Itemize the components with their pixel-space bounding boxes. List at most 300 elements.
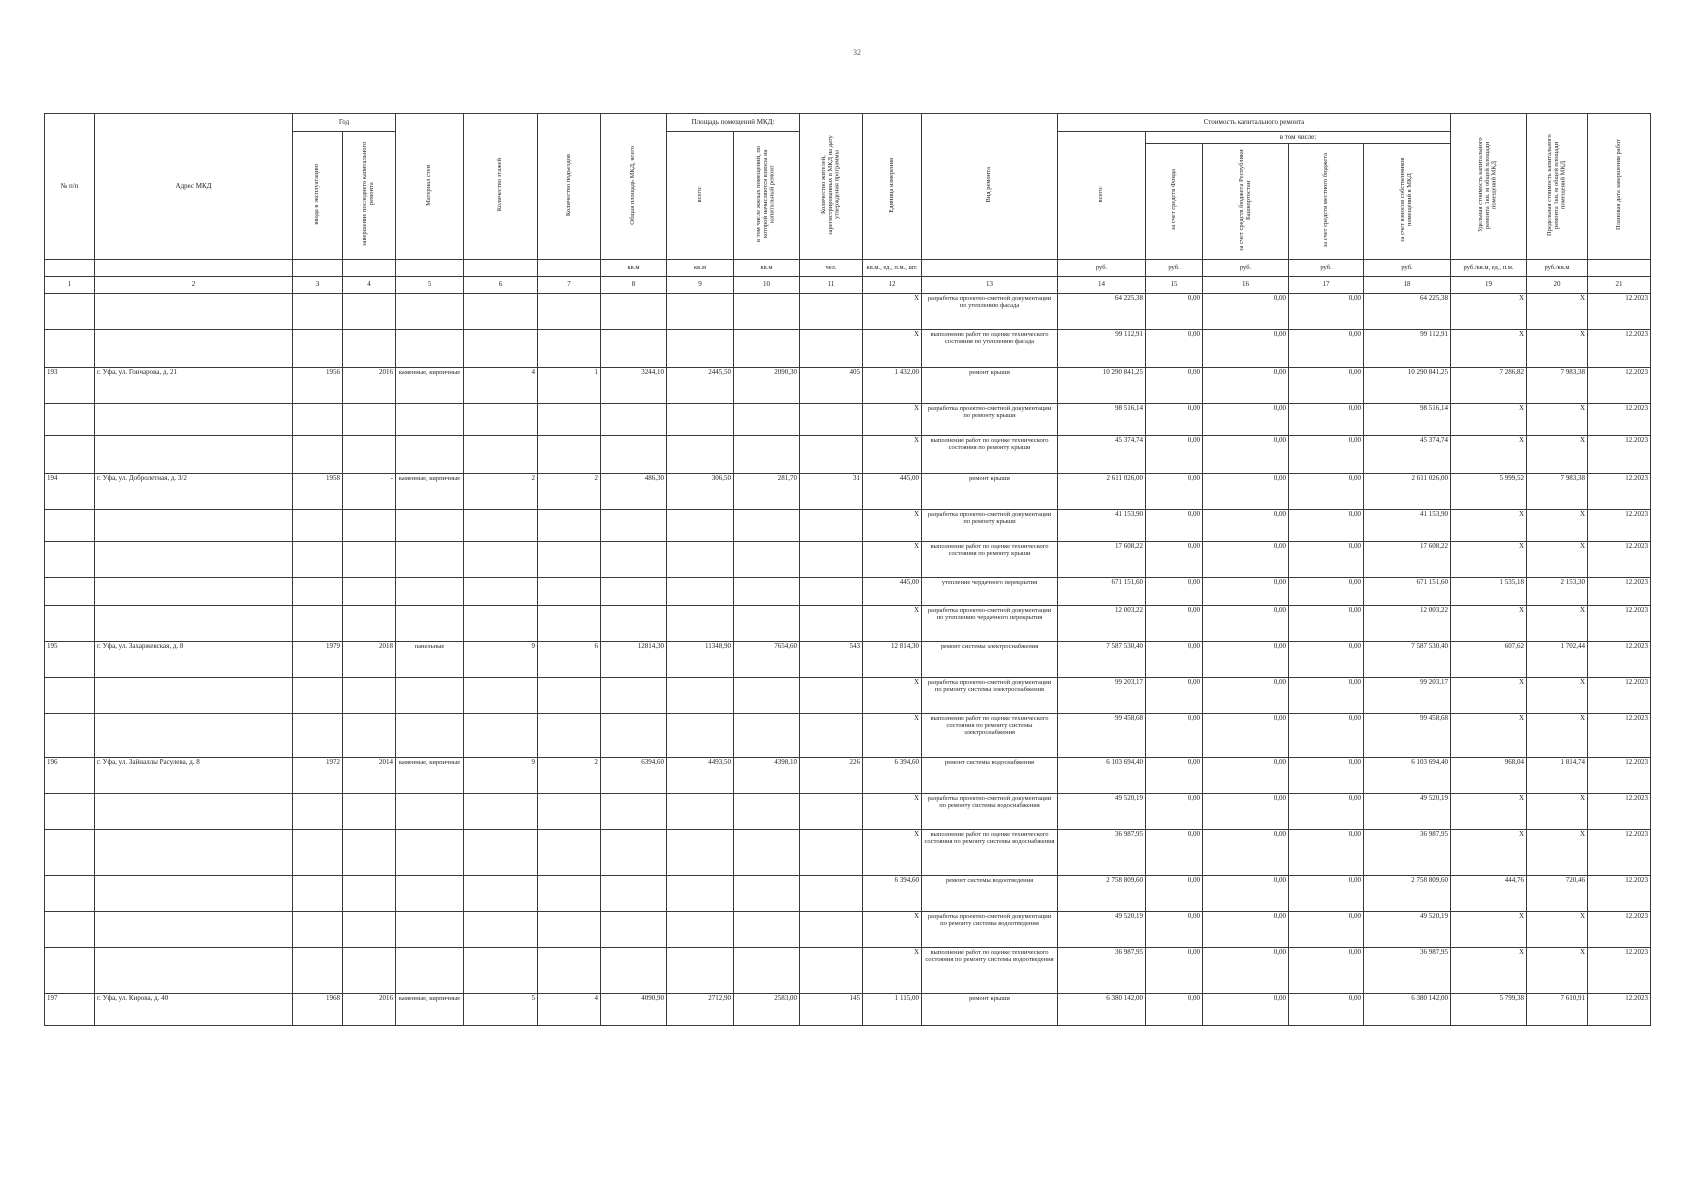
table-cell-c17: 0,00	[1289, 993, 1364, 1025]
table-cell-c6	[464, 541, 538, 577]
table-cell-c1: 195	[45, 641, 95, 677]
table-cell-c16: 0,00	[1203, 329, 1289, 367]
table-cell-c5	[396, 541, 464, 577]
table-cell-c4	[343, 403, 396, 435]
header-col-16: за счет средств бюджета Республики Башкортостан	[1203, 144, 1289, 260]
table-cell-c15: 0,00	[1146, 677, 1203, 713]
column-number: 18	[1364, 276, 1451, 293]
table-cell-c13: ремонт крыши	[922, 473, 1058, 509]
table-cell-c5	[396, 911, 464, 947]
table-cell-c16: 0,00	[1203, 757, 1289, 793]
table-cell-c10	[734, 829, 800, 875]
table-cell-c9	[667, 329, 734, 367]
table-cell-c14: 2 611 026,00	[1058, 473, 1146, 509]
table-cell-c5: каменные, кирпичные	[396, 757, 464, 793]
table-cell-c19: X	[1451, 911, 1527, 947]
table-cell-c13: ремонт крыши	[922, 367, 1058, 403]
table-cell-c6: 2	[464, 473, 538, 509]
table-cell-c20: X	[1527, 911, 1588, 947]
table-cell-c14: 6 103 694,40	[1058, 757, 1146, 793]
header-col-8: Общая площадь МКД, всего	[601, 114, 667, 260]
table-cell-c16: 0,00	[1203, 293, 1289, 329]
table-cell-c15: 0,00	[1146, 473, 1203, 509]
table-cell-c6	[464, 829, 538, 875]
table-cell-c4	[343, 605, 396, 641]
header-col-2: Адрес МКД	[95, 114, 293, 260]
table-cell-c14: 41 153,90	[1058, 509, 1146, 541]
table-cell-c13: выполнение работ по оценке технического состояния по утеплению фасада	[922, 329, 1058, 367]
table-cell-c1	[45, 713, 95, 757]
table-cell-c14: 7 587 530,40	[1058, 641, 1146, 677]
table-cell-c20: 7 610,91	[1527, 993, 1588, 1025]
table-cell-c9	[667, 509, 734, 541]
table-cell-c5: панельные	[396, 641, 464, 677]
table-cell-c7	[538, 875, 601, 911]
table-cell-c10	[734, 577, 800, 605]
table-cell-c17: 0,00	[1289, 473, 1364, 509]
table-cell-c2: г. Уфа, ул. Захаржевская, д. 8	[95, 641, 293, 677]
table-cell-c10	[734, 541, 800, 577]
table-cell-c3	[293, 329, 343, 367]
table-cell-c11	[800, 509, 863, 541]
table-cell-c16: 0,00	[1203, 829, 1289, 875]
table-cell-c18: 99 458,68	[1364, 713, 1451, 757]
table-cell-c21: 12.2023	[1588, 577, 1651, 605]
table-cell-c2: г. Уфа, ул. Гончарова, д. 21	[95, 367, 293, 403]
table-cell-c17: 0,00	[1289, 435, 1364, 473]
table-cell-c9	[667, 293, 734, 329]
table-cell-c14: 17 608,22	[1058, 541, 1146, 577]
table-cell-c1	[45, 329, 95, 367]
table-cell-c18: 10 290 841,25	[1364, 367, 1451, 403]
table-cell-c3	[293, 911, 343, 947]
column-number: 15	[1146, 276, 1203, 293]
table-cell-c8	[601, 605, 667, 641]
table-row	[45, 911, 1651, 947]
table-cell-c14: 99 112,91	[1058, 329, 1146, 367]
table-row	[45, 605, 1651, 641]
unit-cell	[45, 259, 95, 276]
table-cell-c1	[45, 875, 95, 911]
table-cell-c5: каменные, кирпичные	[396, 993, 464, 1025]
table-cell-c20: X	[1527, 541, 1588, 577]
table-cell-c13: разработка проектно-сметной документации по ремонту крыши	[922, 509, 1058, 541]
table-cell-c11: 31	[800, 473, 863, 509]
table-cell-c20: 7 983,38	[1527, 473, 1588, 509]
table-cell-c4	[343, 677, 396, 713]
table-cell-c7	[538, 793, 601, 829]
table-cell-c4	[343, 329, 396, 367]
column-number: 7	[538, 276, 601, 293]
table-cell-c11: 145	[800, 993, 863, 1025]
table-cell-c3: 1968	[293, 993, 343, 1025]
table-cell-c4	[343, 947, 396, 993]
table-cell-c2	[95, 911, 293, 947]
table-cell-c1	[45, 403, 95, 435]
table-cell-c8	[601, 793, 667, 829]
table-cell-c2	[95, 829, 293, 875]
table-cell-c2: г. Уфа, ул. Кирова, д. 40	[95, 993, 293, 1025]
table-cell-c20: 720,46	[1527, 875, 1588, 911]
table-cell-c15: 0,00	[1146, 947, 1203, 993]
table-cell-c18: 36 987,95	[1364, 947, 1451, 993]
column-number: 21	[1588, 276, 1651, 293]
table-cell-c11	[800, 947, 863, 993]
header-col-10: в том числе жилых помещений, по которой начисляются взносы на капитальный ремонт	[734, 132, 800, 260]
table-cell-c15: 0,00	[1146, 713, 1203, 757]
table-cell-c4	[343, 911, 396, 947]
table-cell-c18: 41 153,90	[1364, 509, 1451, 541]
table-cell-c7: 1	[538, 367, 601, 403]
table-cell-c17: 0,00	[1289, 793, 1364, 829]
unit-cell	[95, 259, 293, 276]
table-cell-c13: разработка проектно-сметной документации по утеплению чердачного перекрытия	[922, 605, 1058, 641]
table-cell-c19: 5 999,52	[1451, 473, 1527, 509]
table-cell-c17: 0,00	[1289, 947, 1364, 993]
table-cell-c13: ремонт крыши	[922, 993, 1058, 1025]
table-row	[45, 947, 1651, 993]
table-cell-c8	[601, 713, 667, 757]
table-cell-c2	[95, 509, 293, 541]
table-cell-c3: 1958	[293, 473, 343, 509]
table-cell-c15: 0,00	[1146, 541, 1203, 577]
table-cell-c2	[95, 875, 293, 911]
table-cell-c2	[95, 793, 293, 829]
table-cell-c17: 0,00	[1289, 541, 1364, 577]
table-cell-c9	[667, 577, 734, 605]
table-cell-c2	[95, 713, 293, 757]
table-cell-c13: выполнение работ по оценке технического состояния по ремонту системы водоснабжения	[922, 829, 1058, 875]
table-cell-c8	[601, 509, 667, 541]
table-cell-c11: 543	[800, 641, 863, 677]
table-cell-c13: утепление чердачного перекрытия	[922, 577, 1058, 605]
table-cell-c10: 281,70	[734, 473, 800, 509]
header-col-13: Вид ремонта	[922, 114, 1058, 260]
page-number: 32	[853, 48, 861, 57]
table-cell-c8	[601, 435, 667, 473]
table-cell-c3: 1972	[293, 757, 343, 793]
table-cell-c15: 0,00	[1146, 367, 1203, 403]
table-cell-c13: выполнение работ по оценке технического состояния по ремонту крыши	[922, 435, 1058, 473]
table-cell-c16: 0,00	[1203, 435, 1289, 473]
unit-cell: руб.	[1058, 259, 1146, 276]
table-cell-c2	[95, 435, 293, 473]
table-cell-c16: 0,00	[1203, 473, 1289, 509]
table-cell-c8	[601, 829, 667, 875]
table-cell-c1	[45, 605, 95, 641]
table-cell-c6	[464, 293, 538, 329]
table-cell-c10	[734, 947, 800, 993]
table-cell-c8: 6394,60	[601, 757, 667, 793]
table-cell-c17: 0,00	[1289, 641, 1364, 677]
table-cell-c14: 45 374,74	[1058, 435, 1146, 473]
table-cell-c10	[734, 329, 800, 367]
table-cell-c15: 0,00	[1146, 641, 1203, 677]
table-cell-c12: X	[863, 677, 922, 713]
table-cell-c21: 12.2023	[1588, 329, 1651, 367]
header-col-19: Удельная стоимость капитального ремонта 1кв. м общей площади помещений МКД	[1451, 114, 1527, 260]
table-cell-c10: 7654,60	[734, 641, 800, 677]
header-col-7: Количество подъездов	[538, 114, 601, 260]
table-cell-c1	[45, 435, 95, 473]
table-cell-c2	[95, 677, 293, 713]
table-cell-c10	[734, 605, 800, 641]
table-cell-c7	[538, 911, 601, 947]
table-cell-c9	[667, 829, 734, 875]
table-cell-c19: 444,76	[1451, 875, 1527, 911]
table-cell-c8	[601, 329, 667, 367]
table-cell-c1	[45, 829, 95, 875]
table-cell-c17: 0,00	[1289, 875, 1364, 911]
table-cell-c14: 64 225,38	[1058, 293, 1146, 329]
table-cell-c14: 2 758 809,60	[1058, 875, 1146, 911]
table-cell-c12: X	[863, 829, 922, 875]
table-cell-c6	[464, 509, 538, 541]
header-col-4: завершение последнего капитального ремонта	[343, 132, 396, 260]
table-row	[45, 329, 1651, 367]
table-cell-c3	[293, 829, 343, 875]
table-cell-c7	[538, 293, 601, 329]
table-cell-c8: 4090,90	[601, 993, 667, 1025]
column-number: 4	[343, 276, 396, 293]
table-cell-c13: разработка проектно-сметной документации по ремонту системы водоснабжения	[922, 793, 1058, 829]
table-cell-c18: 49 520,19	[1364, 911, 1451, 947]
table-cell-c3	[293, 403, 343, 435]
table-cell-c18: 671 151,60	[1364, 577, 1451, 605]
column-number: 12	[863, 276, 922, 293]
table-cell-c8	[601, 875, 667, 911]
table-cell-c3: 1979	[293, 641, 343, 677]
table-cell-c19: 1 535,18	[1451, 577, 1527, 605]
table-cell-c6	[464, 329, 538, 367]
header-col-6: Количество этажей	[464, 114, 538, 260]
table-cell-c16: 0,00	[1203, 509, 1289, 541]
table-cell-c9	[667, 875, 734, 911]
table-cell-c11	[800, 403, 863, 435]
table-cell-c4	[343, 713, 396, 757]
table-cell-c14: 49 520,19	[1058, 911, 1146, 947]
table-cell-c15: 0,00	[1146, 757, 1203, 793]
table-cell-c17: 0,00	[1289, 329, 1364, 367]
table-cell-c7	[538, 509, 601, 541]
table-cell-c19: X	[1451, 793, 1527, 829]
header-col-21: Плановая дата завершения работ	[1588, 114, 1651, 260]
unit-cell: кв.м	[667, 259, 734, 276]
table-cell-c19: X	[1451, 435, 1527, 473]
table-cell-c14: 49 520,19	[1058, 793, 1146, 829]
table-cell-c4	[343, 541, 396, 577]
table-cell-c19: X	[1451, 947, 1527, 993]
table-cell-c8	[601, 403, 667, 435]
table-cell-c13: разработка проектно-сметной документации по ремонту крыши	[922, 403, 1058, 435]
table-cell-c6: 4	[464, 367, 538, 403]
table-cell-c14: 99 203,17	[1058, 677, 1146, 713]
table-cell-c20: X	[1527, 509, 1588, 541]
table-cell-c12: 6 394,60	[863, 757, 922, 793]
table-cell-c20: X	[1527, 713, 1588, 757]
table-cell-c9: 11348,90	[667, 641, 734, 677]
table-cell-c9	[667, 911, 734, 947]
unit-cell: руб./кв.м, ед., п.м.	[1451, 259, 1527, 276]
table-cell-c5: каменные, кирпичные	[396, 473, 464, 509]
table-cell-c3	[293, 947, 343, 993]
table-cell-c17: 0,00	[1289, 293, 1364, 329]
table-cell-c9	[667, 541, 734, 577]
header-col-15: за счет средств Фонда	[1146, 144, 1203, 260]
table-cell-c8	[601, 577, 667, 605]
table-cell-c10: 2583,00	[734, 993, 800, 1025]
table-cell-c6	[464, 947, 538, 993]
table-cell-c10: 2090,30	[734, 367, 800, 403]
unit-cell	[538, 259, 601, 276]
table-cell-c14: 6 380 142,00	[1058, 993, 1146, 1025]
table-row	[45, 293, 1651, 329]
table-row	[45, 473, 1651, 509]
table-cell-c14: 36 987,95	[1058, 829, 1146, 875]
table-cell-c16: 0,00	[1203, 605, 1289, 641]
table-cell-c21: 12.2023	[1588, 509, 1651, 541]
table-cell-c1: 197	[45, 993, 95, 1025]
table-cell-c10	[734, 435, 800, 473]
table-cell-c5	[396, 435, 464, 473]
table-cell-c10	[734, 293, 800, 329]
table-cell-c20: X	[1527, 435, 1588, 473]
table-cell-c20: X	[1527, 605, 1588, 641]
table-cell-c19: X	[1451, 403, 1527, 435]
table-cell-c11	[800, 911, 863, 947]
table-cell-c12: 6 394,60	[863, 875, 922, 911]
table-cell-c9: 2712,90	[667, 993, 734, 1025]
table-cell-c1: 194	[45, 473, 95, 509]
unit-cell: кв.м	[734, 259, 800, 276]
table-cell-c20: X	[1527, 829, 1588, 875]
table-cell-c1	[45, 577, 95, 605]
table-cell-c17: 0,00	[1289, 605, 1364, 641]
table-row	[45, 829, 1651, 875]
table-cell-c10	[734, 403, 800, 435]
table-cell-c7	[538, 435, 601, 473]
table-cell-c12: 445,00	[863, 473, 922, 509]
table-cell-c20: X	[1527, 947, 1588, 993]
header-year-group: Год	[293, 114, 396, 132]
header-col-9: всего:	[667, 132, 734, 260]
table-cell-c2	[95, 329, 293, 367]
column-number: 8	[601, 276, 667, 293]
header-incl-group: в том числе:	[1146, 132, 1451, 144]
unit-cell	[343, 259, 396, 276]
table-cell-c8: 3244,10	[601, 367, 667, 403]
unit-cell: кв.м	[601, 259, 667, 276]
table-cell-c4	[343, 293, 396, 329]
table-cell-c7	[538, 947, 601, 993]
table-cell-c11	[800, 605, 863, 641]
table-cell-c7	[538, 403, 601, 435]
table-cell-c20: 2 153,30	[1527, 577, 1588, 605]
table-cell-c18: 98 516,14	[1364, 403, 1451, 435]
table-cell-c21: 12.2023	[1588, 947, 1651, 993]
table-cell-c10	[734, 793, 800, 829]
table-cell-c12: 445,00	[863, 577, 922, 605]
table-cell-c19: X	[1451, 829, 1527, 875]
table-cell-c21: 12.2023	[1588, 367, 1651, 403]
table-cell-c13: разработка проектно-сметной документации по утеплению фасада	[922, 293, 1058, 329]
table-cell-c10	[734, 713, 800, 757]
table-cell-c19: X	[1451, 509, 1527, 541]
table-cell-c3	[293, 875, 343, 911]
table-cell-c13: выполнение работ по оценке технического состояния по ремонту крыши	[922, 541, 1058, 577]
table-cell-c4	[343, 875, 396, 911]
header-col-20: Предельная стоимость капитального ремонта 1кв. м общей площади помещений МКД	[1527, 114, 1588, 260]
table-cell-c17: 0,00	[1289, 367, 1364, 403]
table-cell-c18: 6 380 142,00	[1364, 993, 1451, 1025]
table-cell-c12: X	[863, 329, 922, 367]
table-cell-c21: 12.2023	[1588, 677, 1651, 713]
table-cell-c15: 0,00	[1146, 829, 1203, 875]
table-cell-c1	[45, 509, 95, 541]
table-cell-c1	[45, 677, 95, 713]
table-cell-c9	[667, 435, 734, 473]
table-cell-c19: X	[1451, 677, 1527, 713]
table-cell-c14: 12 003,22	[1058, 605, 1146, 641]
header-cost-group: Стоимость капитального ремонта	[1058, 114, 1451, 132]
table-cell-c1	[45, 911, 95, 947]
table-cell-c11: 226	[800, 757, 863, 793]
table-cell-c14: 99 458,68	[1058, 713, 1146, 757]
table-cell-c16: 0,00	[1203, 875, 1289, 911]
table-cell-c18: 99 112,91	[1364, 329, 1451, 367]
table-row	[45, 435, 1651, 473]
header-col-18: за счет взносов собственников помещений в МКД	[1364, 144, 1451, 260]
table-cell-c9	[667, 403, 734, 435]
table-cell-c5	[396, 793, 464, 829]
table-cell-c3	[293, 713, 343, 757]
table-cell-c1: 196	[45, 757, 95, 793]
capital-repair-table	[44, 113, 1651, 1026]
table-cell-c19: 968,04	[1451, 757, 1527, 793]
table-cell-c6	[464, 793, 538, 829]
table-cell-c21: 12.2023	[1588, 757, 1651, 793]
table-cell-c3	[293, 793, 343, 829]
table-cell-c12: X	[863, 605, 922, 641]
table-cell-c3	[293, 605, 343, 641]
table-row	[45, 641, 1651, 677]
table-cell-c20: X	[1527, 677, 1588, 713]
header-col-17: за счет средств местного бюджета	[1289, 144, 1364, 260]
table-cell-c4	[343, 435, 396, 473]
table-cell-c21: 12.2023	[1588, 713, 1651, 757]
table-cell-c21: 12.2023	[1588, 641, 1651, 677]
table-cell-c6	[464, 577, 538, 605]
table-cell-c1	[45, 947, 95, 993]
table-cell-c16: 0,00	[1203, 403, 1289, 435]
table-row	[45, 403, 1651, 435]
header-col-1: № п/п	[45, 114, 95, 260]
table-cell-c2: г. Уфа, ул. Добролетная, д. 3/2	[95, 473, 293, 509]
table-cell-c21: 12.2023	[1588, 605, 1651, 641]
table-cell-c16: 0,00	[1203, 911, 1289, 947]
table-cell-c12: X	[863, 793, 922, 829]
table-cell-c11	[800, 293, 863, 329]
table-cell-c16: 0,00	[1203, 541, 1289, 577]
table-cell-c5	[396, 509, 464, 541]
table-cell-c18: 99 203,17	[1364, 677, 1451, 713]
table-cell-c20: X	[1527, 293, 1588, 329]
table-cell-c15: 0,00	[1146, 403, 1203, 435]
table-cell-c6: 5	[464, 993, 538, 1025]
table-cell-c16: 0,00	[1203, 641, 1289, 677]
table-cell-c13: выполнение работ по оценке технического состояния по ремонту системы электроснабжения	[922, 713, 1058, 757]
table-cell-c6	[464, 875, 538, 911]
